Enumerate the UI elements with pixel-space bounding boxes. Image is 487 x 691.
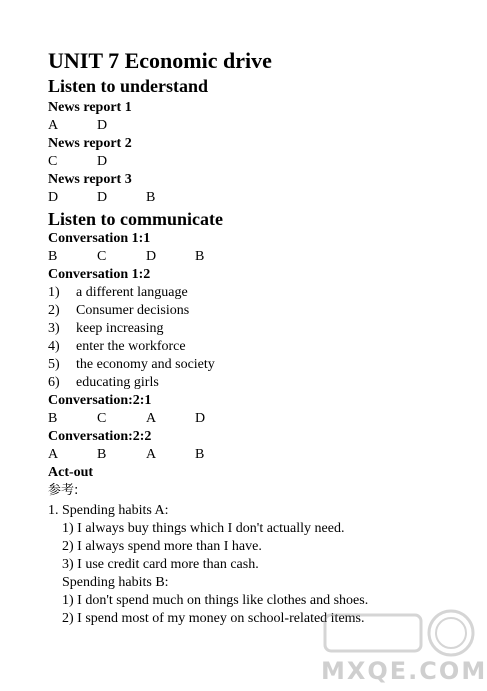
answer: B bbox=[195, 447, 205, 462]
watermark-text: MXQE.COM bbox=[321, 657, 487, 685]
list-item: 3) keep increasing bbox=[48, 321, 164, 336]
answer: B bbox=[146, 190, 156, 205]
list-item: 2) I spend most of my money on school-related items. bbox=[62, 611, 365, 626]
list-item: 1) I always buy things which I don't actually need. bbox=[62, 521, 345, 536]
conversation-2-2-answers bbox=[48, 446, 468, 464]
news-report-2-answers bbox=[48, 153, 468, 171]
section-heading-listen-understand: Listen to understand bbox=[48, 76, 209, 96]
conversation-2-2-label: Conversation:2:2 bbox=[48, 429, 152, 444]
conversation-2-1-label: Conversation:2:1 bbox=[48, 393, 152, 408]
answer: D bbox=[146, 249, 157, 264]
answer: A bbox=[48, 447, 59, 462]
list-item: 2) I always spend more than I have. bbox=[62, 539, 262, 554]
list-item: 6) educating girls bbox=[48, 375, 159, 390]
answer: D bbox=[97, 190, 108, 205]
act-out-label: Act-out bbox=[48, 465, 94, 480]
answer: B bbox=[97, 447, 107, 462]
conversation-1-1-label: Conversation 1:1 bbox=[48, 231, 151, 246]
news-report-1-answers bbox=[48, 117, 468, 135]
conversation-1-2-label: Conversation 1:2 bbox=[48, 267, 151, 282]
news-report-2-label: News report 2 bbox=[48, 136, 132, 151]
list-item: 3) I use credit card more than cash. bbox=[62, 557, 259, 572]
spending-habits-a-heading: 1. Spending habits A: bbox=[48, 503, 169, 518]
answer: B bbox=[48, 411, 58, 426]
answer: D bbox=[48, 190, 59, 205]
answer: D bbox=[195, 411, 206, 426]
reference-label: 参考: bbox=[48, 483, 79, 498]
news-report-3-answers bbox=[48, 189, 468, 207]
list-item: 2) Consumer decisions bbox=[48, 303, 190, 318]
answer: C bbox=[48, 154, 58, 169]
answer: A bbox=[48, 118, 59, 133]
answer: C bbox=[97, 249, 107, 264]
conversation-2-1-answers bbox=[48, 410, 468, 428]
answer: C bbox=[97, 411, 107, 426]
answer-sheet bbox=[48, 48, 468, 628]
spending-habits-b-heading: Spending habits B: bbox=[62, 575, 169, 590]
list-item: 5) the economy and society bbox=[48, 357, 215, 372]
news-report-1-label: News report 1 bbox=[48, 100, 132, 115]
list-item: 1) a different language bbox=[48, 285, 188, 300]
news-report-3-label: News report 3 bbox=[48, 172, 132, 187]
list-item: 4) enter the workforce bbox=[48, 339, 186, 354]
answer: D bbox=[97, 118, 108, 133]
conversation-1-1-answers bbox=[48, 248, 468, 266]
answer: B bbox=[48, 249, 58, 264]
answer: A bbox=[146, 411, 157, 426]
answer: A bbox=[146, 447, 157, 462]
section-heading-listen-communicate: Listen to communicate bbox=[48, 209, 223, 229]
unit-title: UNIT 7 Economic drive bbox=[48, 48, 272, 73]
answer: B bbox=[195, 249, 205, 264]
list-item: 1) I don't spend much on things like clothes and shoes. bbox=[62, 593, 369, 608]
answer: D bbox=[97, 154, 108, 169]
